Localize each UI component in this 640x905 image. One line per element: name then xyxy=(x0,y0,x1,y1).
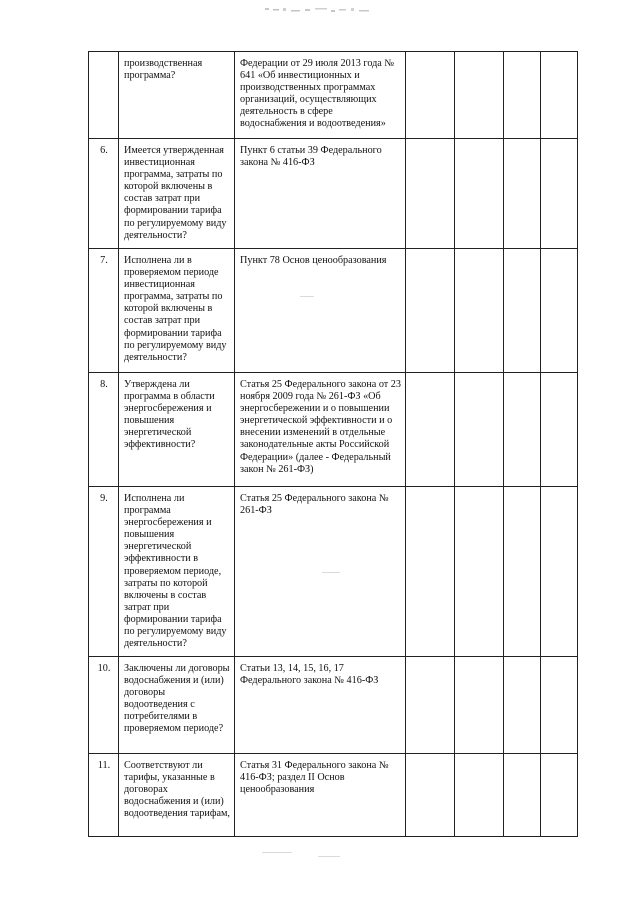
answer-na-cell xyxy=(504,139,541,249)
row-number: 6. xyxy=(89,139,119,249)
row-question: Исполнена ли в проверяемом периоде инвестиционная программа, затраты по которой включены в состав затрат при формировании тарифа по регулируемому виду деятельности? xyxy=(119,249,235,373)
note-cell xyxy=(541,52,578,139)
answer-yes-cell xyxy=(406,657,455,754)
table-row xyxy=(89,754,578,837)
row-number: 11. xyxy=(89,754,119,837)
row-question: Исполнена ли программа энергосбережения и повышения энергетической эффективности в проверяемом периоде, затраты по которой включены в состав затрат при формировании тарифа по регулируемому виду деятельности? xyxy=(119,487,235,657)
table-row xyxy=(89,373,578,487)
note-cell xyxy=(541,487,578,657)
answer-yes-cell xyxy=(406,373,455,487)
row-reference: Статьи 13, 14, 15, 16, 17 Федерального закона № 416-ФЗ xyxy=(235,657,406,754)
row-reference: Статья 31 Федерального закона № 416-ФЗ; раздел II Основ ценообразования xyxy=(235,754,406,837)
answer-no-cell xyxy=(455,249,504,373)
row-question: Имеется утвержденная инвестиционная программа, затраты по которой включены в состав затрат при формировании тарифа по регулируемому виду деятельности? xyxy=(119,139,235,249)
answer-na-cell xyxy=(504,487,541,657)
row-question: Соответствуют ли тарифы, указанные в договорах водоснабжения и (или) водоотведения тарифам, xyxy=(119,754,235,837)
row-reference: Пункт 6 статьи 39 Федерального закона № 416-ФЗ xyxy=(235,139,406,249)
row-number: 7. xyxy=(89,249,119,373)
table-row xyxy=(89,52,578,139)
row-reference: Статья 25 Федерального закона № 261-ФЗ xyxy=(235,487,406,657)
scan-noise xyxy=(262,852,292,853)
answer-yes-cell xyxy=(406,139,455,249)
answer-na-cell xyxy=(504,657,541,754)
row-reference: Федерации от 29 июля 2013 года № 641 «Об инвестиционных и производственных программах организаций, осуществляющих деятельность в сфере водоснабжения и водоотведения» xyxy=(235,52,406,139)
answer-no-cell xyxy=(455,754,504,837)
table-row xyxy=(89,139,578,249)
row-number: 10. xyxy=(89,657,119,754)
answer-yes-cell xyxy=(406,52,455,139)
row-question: Утверждена ли программа в области энергосбережения и повышения энергетической эффективности? xyxy=(119,373,235,487)
table-row xyxy=(89,657,578,754)
answer-yes-cell xyxy=(406,487,455,657)
answer-na-cell xyxy=(504,373,541,487)
row-number: 8. xyxy=(89,373,119,487)
note-cell xyxy=(541,249,578,373)
scan-noise xyxy=(318,856,340,857)
answer-yes-cell xyxy=(406,754,455,837)
scan-noise xyxy=(322,572,340,573)
answer-yes-cell xyxy=(406,249,455,373)
answer-na-cell xyxy=(504,52,541,139)
checklist-table xyxy=(88,51,578,837)
row-question: Заключены ли договоры водоснабжения и (или) договоры водоотведения с потребителями в проверяемом периоде? xyxy=(119,657,235,754)
note-cell xyxy=(541,139,578,249)
answer-no-cell xyxy=(455,52,504,139)
row-number xyxy=(89,52,119,139)
answer-no-cell xyxy=(455,657,504,754)
row-number: 9. xyxy=(89,487,119,657)
answer-no-cell xyxy=(455,139,504,249)
note-cell xyxy=(541,657,578,754)
row-reference: Пункт 78 Основ ценообразования xyxy=(235,249,406,373)
table-row xyxy=(89,249,578,373)
scan-noise xyxy=(300,296,314,297)
answer-no-cell xyxy=(455,373,504,487)
note-cell xyxy=(541,754,578,837)
answer-no-cell xyxy=(455,487,504,657)
answer-na-cell xyxy=(504,754,541,837)
row-question: производственная программа? xyxy=(119,52,235,139)
note-cell xyxy=(541,373,578,487)
scan-artifact-header xyxy=(265,6,375,18)
answer-na-cell xyxy=(504,249,541,373)
row-reference: Статья 25 Федерального закона от 23 ноября 2009 года № 261-ФЗ «Об энергосбережении и о повышении энергетической эффективности и о внесении изменений в отдельные законодательные акты Российской Федерации» (далее - Федеральный закон № 261-ФЗ) xyxy=(235,373,406,487)
